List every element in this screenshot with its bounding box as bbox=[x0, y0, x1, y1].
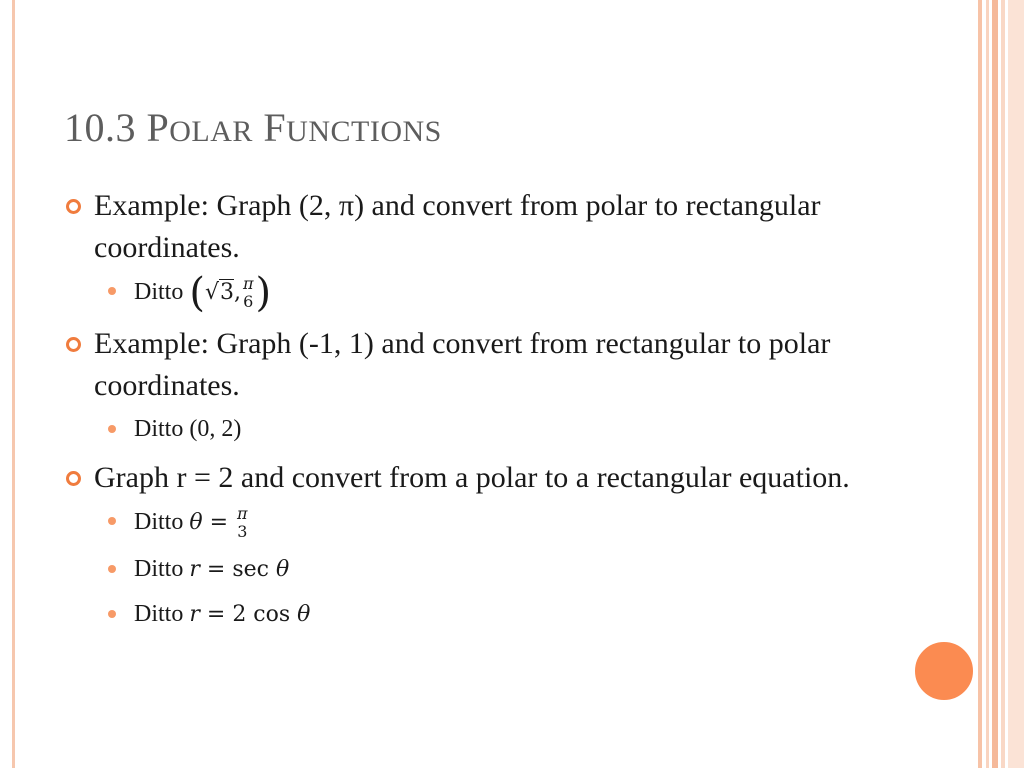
bullet-item bbox=[64, 457, 884, 499]
title-word1-initial: P bbox=[146, 105, 170, 150]
math-rhs: sec bbox=[232, 557, 269, 582]
bullet-text: Example: Graph (2, π) and convert from polar to rectangular coordinates. bbox=[94, 189, 821, 264]
orange-circle-decoration bbox=[913, 640, 975, 702]
comma: , bbox=[233, 280, 241, 305]
fraction-denominator: 3 bbox=[237, 522, 248, 541]
math-expression bbox=[189, 557, 289, 582]
ring-bullet-icon bbox=[66, 471, 81, 486]
title-word2-rest: UNCTIONS bbox=[286, 115, 442, 148]
stripe bbox=[1001, 0, 1005, 768]
stripe bbox=[978, 0, 982, 768]
fraction bbox=[243, 275, 254, 311]
sub-bullet-item bbox=[64, 413, 884, 445]
slide-content bbox=[64, 185, 884, 643]
sub-bullet-item bbox=[64, 598, 884, 631]
math-equals: = bbox=[206, 602, 226, 627]
sqrt-expression bbox=[205, 277, 234, 309]
close-paren: ) bbox=[255, 270, 272, 316]
sub-bullet-label: Ditto bbox=[134, 556, 184, 582]
fraction bbox=[237, 505, 248, 541]
math-expression bbox=[189, 270, 272, 316]
ring-bullet-icon bbox=[66, 199, 81, 214]
dot-bullet-icon bbox=[108, 565, 116, 573]
math-variable: θ bbox=[297, 602, 311, 627]
sub-bullet-label: Ditto bbox=[134, 509, 184, 535]
right-stripes-decoration bbox=[978, 0, 1024, 768]
stripe bbox=[1008, 0, 1024, 768]
dot-bullet-icon bbox=[108, 425, 116, 433]
math-expression bbox=[189, 504, 249, 541]
sub-bullet-label: Ditto (0, 2) bbox=[134, 416, 242, 442]
bullet-text: Graph r = 2 and convert from a polar to a rectangular equation. bbox=[94, 461, 850, 494]
bullet-item bbox=[64, 323, 884, 407]
math-equals: = bbox=[206, 557, 226, 582]
radicand: 3 bbox=[219, 280, 234, 305]
math-lhs: θ bbox=[189, 510, 203, 535]
stripe bbox=[992, 0, 998, 768]
math-lhs: r bbox=[189, 557, 200, 582]
fraction-numerator: π bbox=[237, 504, 248, 523]
sub-bullet-item bbox=[64, 505, 884, 541]
dot-bullet-icon bbox=[108, 610, 116, 618]
fraction-numerator: π bbox=[242, 274, 254, 293]
math-variable: θ bbox=[275, 557, 290, 582]
title-number: 10.3 bbox=[64, 105, 136, 150]
bullet-item bbox=[64, 185, 884, 269]
math-lhs: r bbox=[189, 602, 200, 627]
sub-bullet-item bbox=[64, 553, 884, 586]
dot-bullet-icon bbox=[108, 287, 116, 295]
math-expression bbox=[189, 602, 310, 627]
math-rhs: 2 cos bbox=[232, 602, 291, 627]
bullet-text: Example: Graph (-1, 1) and convert from rectangular to polar coordinates. bbox=[94, 327, 831, 402]
slide-title bbox=[64, 104, 442, 151]
fraction-denominator: 6 bbox=[243, 292, 254, 311]
math-equals: = bbox=[209, 510, 229, 535]
title-word2-initial: F bbox=[263, 105, 287, 150]
sub-bullet-label: Ditto bbox=[134, 279, 184, 305]
left-border-decoration bbox=[12, 0, 15, 768]
sub-bullet-item bbox=[64, 270, 884, 316]
title-word1-rest: OLAR bbox=[169, 115, 253, 148]
stripe bbox=[986, 0, 989, 768]
sub-bullet-label: Ditto bbox=[134, 601, 184, 627]
ring-bullet-icon bbox=[66, 337, 81, 352]
dot-bullet-icon bbox=[108, 517, 116, 525]
sqrt-symbol: √ bbox=[204, 280, 219, 305]
open-paren: ( bbox=[189, 270, 205, 316]
